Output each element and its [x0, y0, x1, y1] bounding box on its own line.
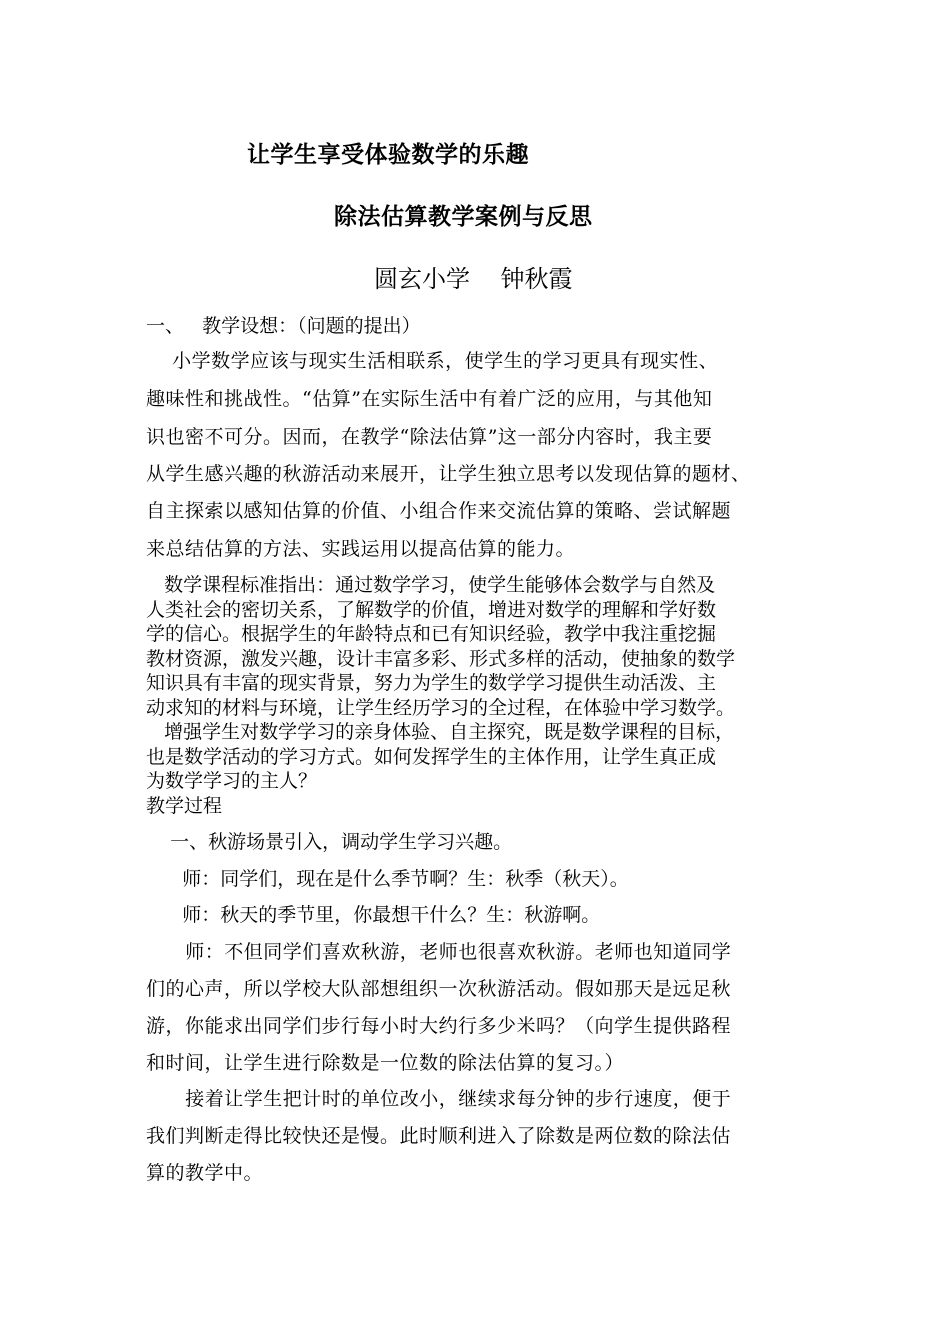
paragraph-line: 师：同学们，现在是什么季节啊？生：秋季（秋天）。: [146, 868, 629, 890]
paragraph-line: 自主探索以感知估算的价值、小组合作来交流估算的策略、尝试解题: [146, 500, 732, 522]
paragraph-line: 知识具有丰富的现实背景，努力为学生的数学学习提供生动活泼、主: [146, 672, 717, 694]
paragraph-line: 也是数学活动的学习方式。如何发挥学生的主体作用，让学生真正成: [146, 746, 717, 768]
author-line: 圆玄小学 钟秋霞: [374, 265, 573, 293]
paragraph-line: 游，你能求出同学们步行每小时大约行多少米吗？（向学生提供路程: [146, 1015, 732, 1037]
section-heading: 教学过程: [146, 795, 223, 817]
paragraph-line: 师：秋天的季节里，你最想干什么？生：秋游啊。: [146, 904, 601, 926]
paragraph-line: 识也密不可分。因而，在教学“除法估算”这一部分内容时，我主要: [146, 426, 713, 448]
section-heading: 一、 教学设想：（问题的提出）: [146, 315, 421, 337]
paragraph-line: 来总结估算的方法、实践运用以提高估算的能力。: [146, 538, 576, 560]
paragraph-line: 一、秋游场景引入，调动学生学习兴趣。: [146, 831, 513, 853]
paragraph-line: 教材资源，激发兴趣，设计丰富多彩、形式多样的活动，使抽象的数学: [146, 648, 736, 670]
paragraph-line: 数学课程标准指出：通过数学学习，使学生能够体会数学与自然及: [146, 574, 716, 596]
paragraph-line: 和时间，让学生进行除数是一位数的除法估算的复习。）: [146, 1052, 625, 1074]
paragraph-line: 接着让学生把计时的单位改小，继续求每分钟的步行速度，便于: [146, 1088, 732, 1110]
paragraph-line: 我们判断走得比较快还是慢。此时顺利进入了除数是两位数的除法估: [146, 1125, 732, 1147]
document-title: 让学生享受体验数学的乐趣: [247, 142, 529, 168]
paragraph-line: 学的信心。根据学生的年龄特点和已有知识经验，教学中我注重挖掘: [146, 623, 717, 645]
paragraph-line: 动求知的材料与环境，让学生经历学习的全过程，在体验中学习数学。: [146, 697, 736, 719]
paragraph-line: 师：不但同学们喜欢秋游，老师也很喜欢秋游。老师也知道同学: [146, 941, 732, 963]
paragraph-line: 小学数学应该与现实生活相联系，使学生的学习更具有现实性、: [146, 350, 719, 372]
paragraph-line: 算的教学中。: [146, 1162, 264, 1184]
paragraph-line: 从学生感兴趣的秋游活动来展开，让学生独立思考以发现估算的题材、: [146, 463, 751, 485]
document-subtitle: 除法估算教学案例与反思: [334, 204, 593, 230]
paragraph-line: 们的心声，所以学校大队部想组织一次秋游活动。假如那天是远足秋: [146, 978, 732, 1000]
paragraph-line: 人类社会的密切关系，了解数学的价值，增进对数学的理解和学好数: [146, 599, 717, 621]
paragraph-line: 趣味性和挑战性。“估算”在实际生活中有着广泛的应用，与其他知: [146, 388, 713, 410]
paragraph-line: 增强学生对数学学习的亲身体验、自主探究，既是数学课程的目标，: [146, 721, 735, 743]
paragraph-line: 为数学学习的主人？: [146, 770, 318, 792]
